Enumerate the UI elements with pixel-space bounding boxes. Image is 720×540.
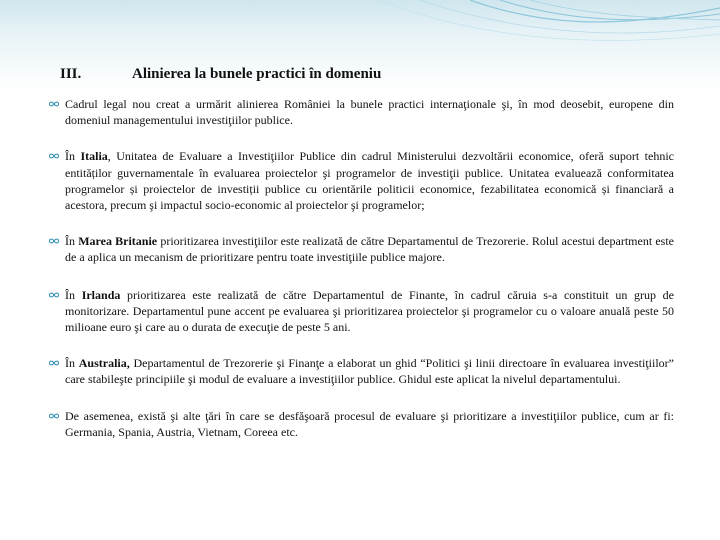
list-item [48, 233, 674, 265]
country-name: Italia [80, 149, 108, 164]
bullet-text: De asemenea, există şi alte ţări în care se desfăşoară procesul de evaluare şi prioritizare a investiţiilor publice, cum ar fi: Germania, Spania, Austria, Vietnam, Coreea etc. [65, 408, 674, 439]
bullet-text: prioritizarea investiţiilor este realizată de către Departamentul de Trezorerie. Rolul acestui department este de a aplica un mecanism de prioritizare pentru toate investiţiile publice majore. [65, 234, 674, 265]
list-item [48, 287, 674, 336]
bullet-text: , Unitatea de Evaluare a Investiţiilor Publice din cadrul Ministerului dezvoltării economice, oferă suport tehnic entităților guvernamentale în evaluarea proiectelor şi programelor de investiţii publice. Unitatea evaluează conformitatea programelor și proiectelor de investiții publice cu orientările politicii economice, fezabilitatea economică și financiară a acestora, precum şi impactul socio-economic al proiectelor şi programelor; [65, 149, 674, 213]
section-heading [60, 66, 381, 83]
bullet-text: Cadrul legal nou creat a urmărit alinierea României la bunele practici internaţionale şi, în mod deosebit, europene din domeniul managementului investiţiilor publice. [65, 97, 674, 128]
bullet-text: Departamentul de Trezorerie şi Finanţe a elaborat un ghid “Politici şi linii directoare în evaluarea investiţiilor” care stabileşte principiile şi modul de evaluare a investiţiilor publice. Ghidul este aplicat la nivelul departamentului. [65, 356, 674, 387]
infinity-icon [48, 235, 60, 247]
infinity-icon [48, 410, 60, 422]
bullet-prefix: În [65, 234, 79, 249]
infinity-icon [48, 357, 60, 369]
section-title: Alinierea la bunele practici în domeniu [132, 66, 382, 82]
country-name: Marea Britanie [78, 234, 158, 249]
bullet-list [48, 96, 674, 440]
list-item [48, 408, 674, 440]
infinity-icon [48, 98, 60, 110]
country-name: Irlanda [81, 287, 121, 302]
bullet-prefix: În [65, 356, 79, 371]
list-item [48, 148, 674, 213]
bullet-prefix: În [65, 287, 82, 302]
list-item [48, 96, 674, 128]
infinity-icon [48, 289, 60, 301]
bullet-text: prioritizarea este realizată de către Departamentul de Finante, în cadrul căruia s-a constituit un grup de monitorizare. Departamentul pune accent pe evaluarea şi prioritizarea proiectelor şi programelor cu o valoare anuală peste 50 milioane euro şi care au o durata de execuţie de peste 5 ani. [65, 287, 675, 335]
country-name: Australia, [78, 356, 130, 371]
infinity-icon [48, 150, 60, 162]
bullet-prefix: În [65, 149, 81, 164]
list-item [48, 355, 674, 387]
section-number: III. [60, 66, 82, 82]
